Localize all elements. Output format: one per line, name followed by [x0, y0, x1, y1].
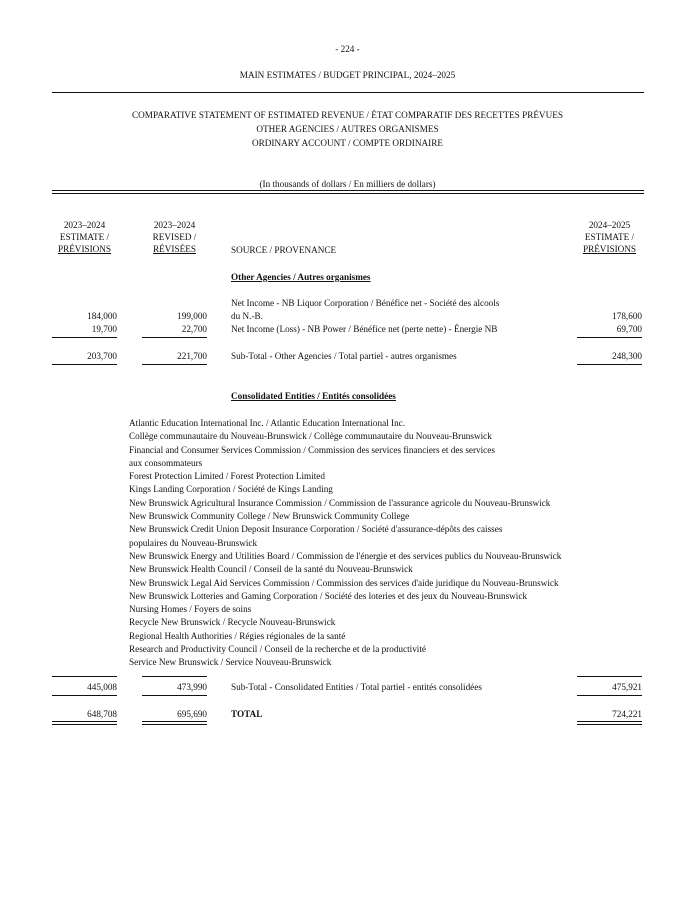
list-item: New Brunswick Legal Aid Services Commission / Commission des services d'aide juridique du Nouveau-Brunswick: [129, 577, 559, 588]
subtotal-underline: [577, 695, 642, 696]
column-header-source: SOURCE / PROVENANCE: [231, 245, 337, 255]
row-value-revised: 22,700: [181, 324, 207, 334]
column-header-revised-2023: [142, 219, 207, 255]
header-year: 2023–2024: [153, 220, 196, 230]
subtotal-consolidated-estimate: 445,008: [87, 682, 117, 692]
header-line3: PRÉVISIONS: [582, 244, 637, 254]
total-revised: 695,690: [177, 709, 207, 719]
subtotal-underline: [52, 364, 117, 365]
subtotal-other-revised: 221,700: [177, 351, 207, 361]
subtitle-ordinary-account: ORDINARY ACCOUNT / COMPTE ORDINAIRE: [252, 138, 443, 148]
header-line3: RÉVISÉES: [153, 244, 196, 254]
subtotal-other-label: Sub-Total - Other Agencies / Total partiel - autres organismes: [231, 351, 457, 361]
header-rule: [52, 92, 644, 93]
subtitle-other-agencies: OTHER AGENCIES / AUTRES ORGANISMES: [256, 124, 439, 134]
row-value-new-estimate: 69,700: [616, 324, 642, 334]
list-item: New Brunswick Credit Union Deposit Insurance Corporation / Société d'assurance-dépôts des caisses: [129, 524, 503, 535]
row-value-estimate: 19,700: [91, 324, 117, 334]
units-rule-bottom: [52, 193, 644, 194]
list-item: Nursing Homes / Foyers de soins: [129, 604, 252, 615]
column-header-estimate-2024: [577, 219, 642, 255]
entity-list: [129, 417, 561, 670]
header-year: 2024–2025: [588, 220, 631, 230]
header-line2: ESTIMATE /: [59, 232, 110, 242]
list-item: aux consommateurs: [129, 457, 203, 468]
list-item: Atlantic Education International Inc. / Atlantic Education International Inc.: [129, 418, 406, 428]
subtotal-rule: [142, 337, 207, 338]
total-estimate: 648,708: [87, 709, 117, 719]
total-label: TOTAL: [231, 709, 263, 719]
list-item: populaires du Nouveau-Brunswick: [129, 537, 258, 548]
list-item: Kings Landing Corporation / Société de Kings Landing: [129, 484, 333, 495]
subtotal-other-estimate: 203,700: [87, 351, 117, 361]
subtotal-underline: [52, 695, 117, 696]
subtotal-underline: [142, 364, 207, 365]
subtotal-rule: [142, 676, 207, 677]
list-item: New Brunswick Health Council / Conseil de la santé du Nouveau-Brunswick: [129, 564, 413, 575]
list-item: Service New Brunswick / Service Nouveau-Brunswick: [129, 657, 332, 668]
subtotal-rule: [52, 676, 117, 677]
row-label-liquor-cont: du N.-B.: [231, 311, 263, 321]
units-note: (In thousands of dollars / En milliers de dollars): [259, 179, 436, 189]
total-double-rule: [52, 724, 117, 725]
row-label-nb-power: Net Income (Loss) - NB Power / Bénéfice net (perte nette) - Énergie NB: [231, 324, 498, 334]
list-item: New Brunswick Energy and Utilities Board / Commission de l'énergie et des services publics du Nouveau-Brunswick: [129, 550, 562, 561]
subtotal-consolidated-label: Sub-Total - Consolidated Entities / Total partiel - entités consolidées: [231, 682, 482, 692]
subtotal-consolidated-new-estimate: 475,921: [612, 682, 642, 692]
total-double-rule: [52, 721, 117, 722]
total-double-rule: [142, 721, 207, 722]
list-item: Forest Protection Limited / Forest Protection Limited: [129, 471, 325, 482]
list-item: Collège communautaire du Nouveau-Brunswick / Collège communautaire du Nouveau-Brunswick: [129, 431, 492, 442]
total-double-rule: [142, 724, 207, 725]
subtotal-rule: [577, 676, 642, 677]
list-item: New Brunswick Lotteries and Gaming Corporation / Société des loteries et des jeux du Nouveau-Brunswick: [129, 590, 528, 601]
section-heading-consolidated: Consolidated Entities / Entités consolidées: [231, 391, 396, 401]
row-value-estimate: 184,000: [87, 311, 117, 321]
header-line2: REVISED /: [152, 232, 197, 242]
header-line2: ESTIMATE /: [584, 232, 635, 242]
list-item: Research and Productivity Council / Conseil de la recherche et de la productivité: [129, 644, 426, 655]
subtotal-rule: [52, 337, 117, 338]
row-value-new-estimate: 178,600: [612, 311, 642, 321]
statement-title: COMPARATIVE STATEMENT OF ESTIMATED REVENUE / ÉTAT COMPARATIF DES RECETTES PRÉVUES: [132, 110, 563, 120]
section-heading-other-agencies: Other Agencies / Autres organismes: [231, 272, 371, 282]
header-line3: PRÉVISIONS: [57, 244, 112, 254]
subtotal-underline: [142, 695, 207, 696]
total-double-rule: [577, 724, 642, 725]
column-header-estimate-2023: [52, 219, 117, 255]
list-item: New Brunswick Community College / New Brunswick Community College: [129, 511, 410, 522]
subtotal-underline: [577, 364, 642, 365]
page-number: - 224 -: [335, 44, 360, 54]
row-value-revised: 199,000: [177, 311, 207, 321]
subtotal-rule: [577, 337, 642, 338]
list-item: Regional Health Authorities / Régies régionales de la santé: [129, 630, 346, 641]
subtotal-other-new-estimate: 248,300: [612, 351, 642, 361]
main-title: MAIN ESTIMATES / BUDGET PRINCIPAL, 2024–2025: [239, 70, 456, 80]
row-label-liquor: Net Income - NB Liquor Corporation / Bénéfice net - Société des alcools: [231, 298, 500, 308]
total-new-estimate: 724,221: [612, 709, 642, 719]
total-double-rule: [577, 721, 642, 722]
units-rule-top: [52, 190, 644, 191]
list-item: Recycle New Brunswick / Recycle Nouveau-Brunswick: [129, 617, 336, 628]
header-year: 2023–2024: [63, 220, 106, 230]
list-item: New Brunswick Agricultural Insurance Commission / Commission de l'assurance agricole du Nouveau-Brunswick: [129, 497, 551, 508]
list-item: Financial and Consumer Services Commission / Commission des services financiers et des services: [129, 444, 495, 455]
subtotal-consolidated-revised: 473,990: [177, 682, 207, 692]
